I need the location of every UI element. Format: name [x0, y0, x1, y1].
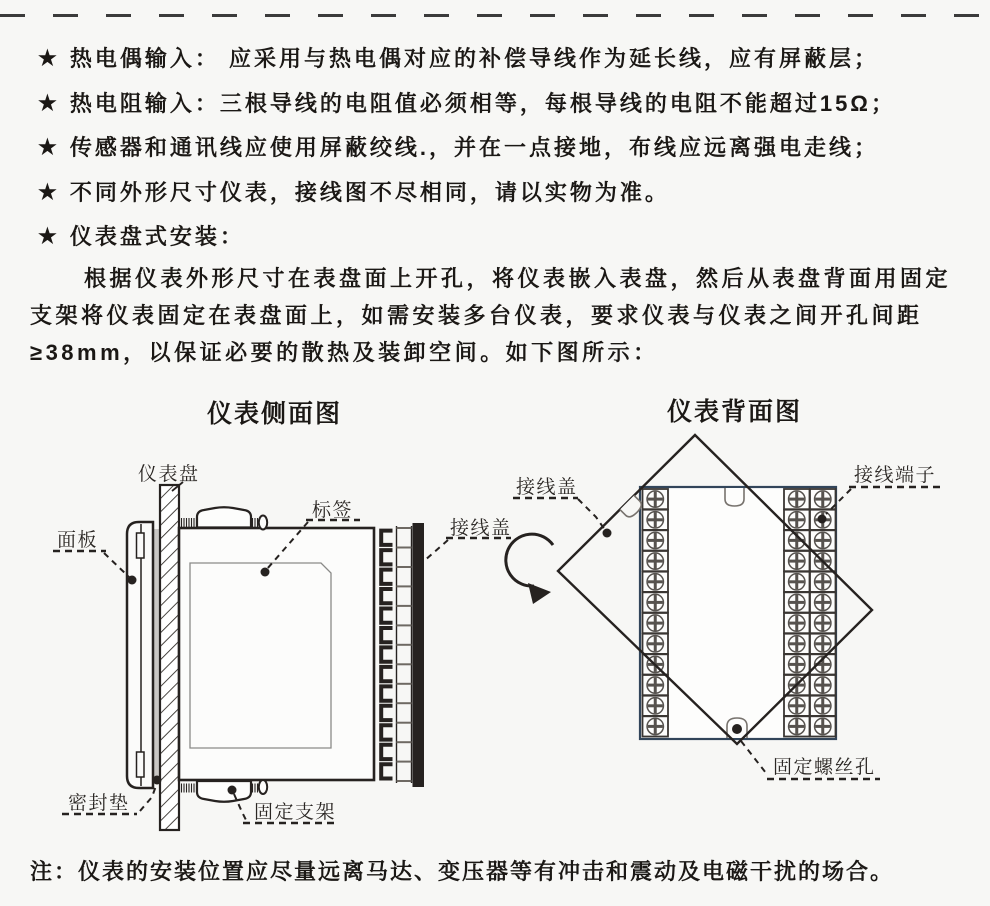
bullet-rtd — [38, 91, 896, 117]
bullet-panel-mount — [38, 224, 245, 250]
bullet-shielded-wire — [38, 135, 879, 161]
mounting-panel-wall — [160, 485, 179, 830]
bullet-text: 仪表盘式安装： — [69, 224, 245, 249]
label-bracket: 固定支架 — [254, 802, 337, 823]
star-bullet-icon: ★ — [38, 47, 57, 70]
label-terminals: 接线端子 — [854, 465, 937, 486]
bullet-text: 传感器和通讯线应使用屏蔽绞线.，并在一点接地，布线应远离强电走线； — [69, 135, 879, 160]
top-tab — [725, 488, 744, 506]
label-screw-hole: 固定螺丝孔 — [773, 757, 876, 778]
bullet-thermocouple — [38, 46, 879, 72]
back-view-title: 仪表背面图 — [667, 399, 803, 426]
star-bullet-icon: ★ — [38, 92, 57, 115]
top-dashed-divider — [0, 14, 990, 17]
label-tag: 标签 — [312, 500, 354, 521]
label-cover-back: 接线盖 — [516, 477, 578, 498]
star-bullet-icon: ★ — [38, 225, 57, 248]
star-bullet-icon: ★ — [38, 181, 57, 204]
top-bracket — [179, 507, 267, 529]
label-front-panel: 面板 — [57, 530, 99, 551]
bullet-text: 热电阻输入：三根导线的电阻值必须相等，每根导线的电阻不能超过15Ω； — [69, 91, 896, 116]
star-bullet-icon: ★ — [38, 136, 57, 159]
bottom-note: 注：仪表的安装位置应尽量远离马达、变压器等有冲击和震动及电磁干扰的场合。 — [30, 859, 895, 884]
label-panel-board: 仪表盘 — [138, 464, 200, 485]
label-gasket: 密封垫 — [68, 793, 130, 814]
installation-paragraph: 根据仪表外形尺寸在表盘面上开孔，将仪表嵌入表盘，然后从表盘背面用固定支架将仪表固定在表盘面上，如需安装多台仪表，要求仪表与仪表之间开孔间距≥38mm，以保证必要的散热及装卸空间。如下图所示： — [30, 266, 952, 365]
rotation-arrow-icon — [506, 534, 553, 604]
bullet-text: 不同外形尺寸仪表，接线图不尽相同，请以实物为准。 — [69, 180, 670, 205]
bullet-text: 热电偶输入： 应采用与热电偶对应的补偿导线作为延长线，应有屏蔽层； — [69, 46, 879, 71]
front-panel-shape — [127, 522, 153, 788]
instrument-body — [179, 528, 374, 780]
terminal-cover-bar — [413, 523, 425, 787]
terminal-stack — [381, 523, 424, 787]
label-cover-side: 接线盖 — [450, 518, 512, 539]
side-view-title: 仪表侧面图 — [207, 401, 343, 428]
bullet-dimensions — [38, 180, 670, 206]
fixing-screw-hole — [727, 718, 747, 738]
